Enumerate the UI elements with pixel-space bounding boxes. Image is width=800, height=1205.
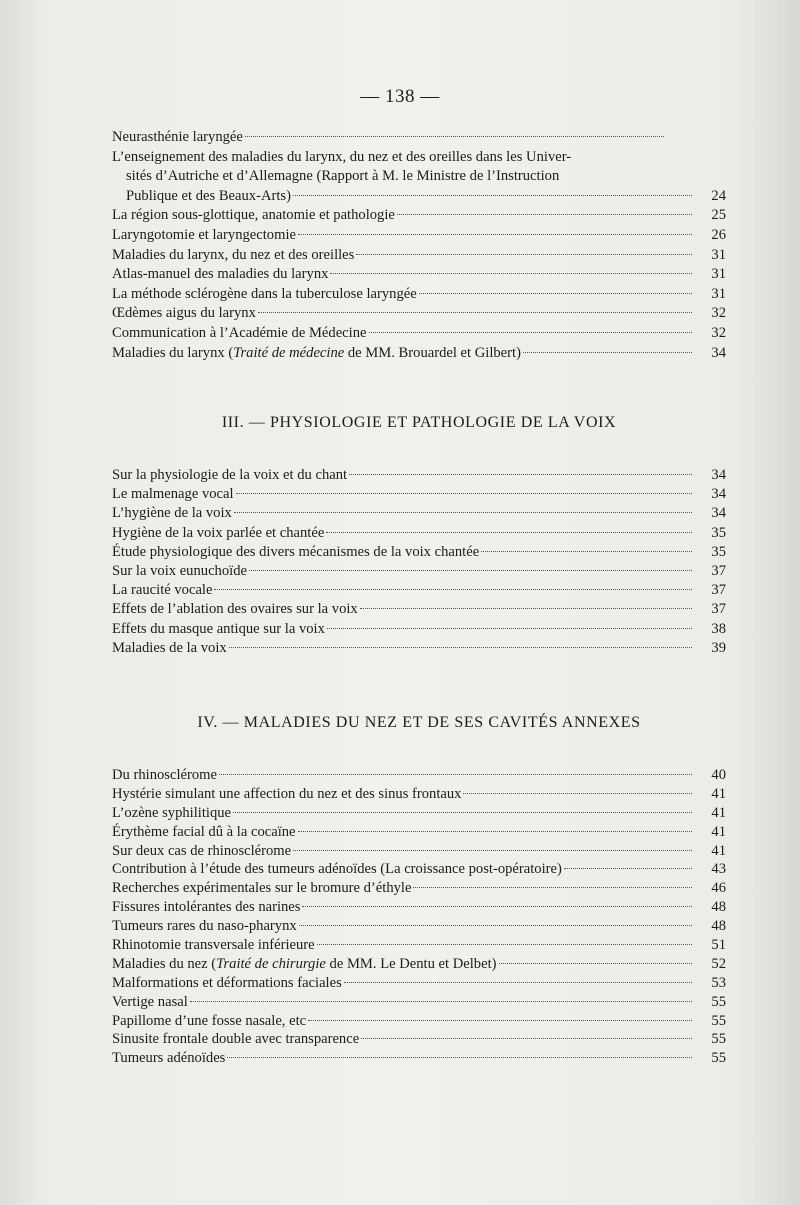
entry-page: 48 (711, 918, 726, 935)
entry-title: Malformations et déformations faciales (112, 974, 342, 991)
entry-page: 41 (711, 804, 726, 821)
entry-title: Maladies du larynx (Traité de médecine de MM. Brouardel et Gilbert) (112, 344, 521, 361)
entry-title: Effets du masque antique sur la voix (112, 620, 325, 637)
toc-entry (112, 823, 726, 842)
section-3-heading: III. — PHYSIOLOGIE ET PATHOLOGIE DE LA VOIX (221, 414, 617, 431)
entry-page: 39 (711, 639, 726, 656)
entry-page: 35 (711, 543, 726, 560)
entry-page: 41 (711, 842, 726, 859)
dot-leader (299, 924, 692, 926)
toc-entry (112, 766, 726, 785)
toc-entry (112, 206, 726, 226)
entry-page: 34 (711, 486, 726, 503)
dot-leader (298, 233, 692, 235)
dot-leader (397, 213, 692, 215)
entry-title: Du rhinosclérome (112, 767, 217, 783)
dot-leader (229, 646, 692, 648)
entry-page: 38 (711, 620, 726, 637)
entry-page: 37 (711, 562, 726, 579)
dot-leader (327, 627, 692, 629)
toc-entry (112, 543, 726, 562)
toc-entry (112, 226, 726, 246)
entry-title: Maladies du larynx, du nez et des oreilles (112, 246, 355, 263)
toc-entry (112, 785, 726, 804)
entry-page: 40 (711, 767, 726, 783)
dot-leader (564, 867, 692, 869)
toc-entry (112, 898, 726, 917)
entry-title: Papillome d’une fosse nasale, etc (112, 1012, 307, 1029)
entry-title-italic: Traité de chirurgie (216, 955, 326, 972)
dot-leader (369, 331, 693, 333)
toc-entry (112, 285, 726, 305)
dot-leader (234, 511, 692, 513)
entry-title-line-3: Publique et des Beaux-Arts) (126, 187, 291, 204)
entry-title: Œdèmes aigus du larynx (112, 305, 256, 322)
entry-page: 34 (711, 467, 726, 483)
page-number: — 138 — (360, 86, 440, 107)
entry-title: Étude physiologique des divers mécanismes de la voix chantée (112, 543, 480, 560)
dot-leader (326, 531, 692, 533)
dot-leader (258, 311, 692, 313)
entry-title: Hystérie simulant une affection du nez et des sinus frontaux (112, 785, 462, 802)
toc-entry (112, 804, 726, 823)
entry-title: Effets de l’ablation des ovaires sur la voix (112, 601, 358, 618)
entry-page: 31 (711, 246, 726, 263)
entry-page: 26 (711, 226, 726, 243)
entry-title: Maladies de la voix (112, 639, 227, 656)
toc-entry (112, 917, 726, 936)
entry-title: La région sous-glottique, anatomie et pathologie (112, 207, 395, 224)
entry-title: Maladies du nez (Traité de chirurgie de MM. Le Dentu et Delbet) (112, 955, 497, 972)
dot-leader (419, 292, 692, 294)
dot-leader (293, 849, 692, 851)
entry-page: 55 (711, 1031, 726, 1048)
dot-leader (214, 588, 692, 590)
dot-leader (360, 607, 692, 609)
entry-page: 24 (711, 187, 726, 204)
dot-leader (298, 830, 692, 832)
entry-title: Sur la physiologie de la voix et du chant (112, 467, 348, 483)
dot-leader (361, 1037, 692, 1039)
dot-leader (463, 792, 692, 794)
toc-entry (112, 860, 726, 879)
dot-leader (317, 943, 692, 945)
entry-page: 31 (711, 285, 726, 302)
toc-entry (112, 993, 726, 1012)
entry-title: Vertige nasal (112, 993, 188, 1010)
entry-title: Érythème facial dû à la cocaïne (112, 823, 296, 840)
toc-entry (112, 1012, 726, 1031)
entry-page: 37 (711, 601, 726, 618)
entry-title: Communication à l’Académie de Médecine (112, 324, 367, 341)
dot-leader (330, 272, 692, 274)
section-4-heading: IV. — MALADIES DU NEZ ET DE SES CAVITÉS ANNEXES (197, 714, 641, 731)
toc-entry (112, 620, 726, 639)
toc-entry (112, 524, 726, 543)
entry-title: Hygiène de la voix parlée et chantée (112, 524, 325, 541)
toc-entry (112, 344, 726, 364)
entry-title: Sur la voix eunuchoïde (112, 562, 247, 579)
entry-page: 32 (711, 305, 726, 322)
dot-leader (190, 1000, 692, 1002)
toc-entry (112, 485, 726, 504)
entry-title: Sur deux cas de rhinosclérome (112, 842, 292, 859)
entry-page: 32 (711, 324, 726, 341)
entry-page: 55 (711, 1050, 726, 1067)
toc-entry (112, 581, 726, 600)
toc-entry (112, 600, 726, 619)
dot-leader (308, 1019, 692, 1021)
section-3-list (112, 466, 726, 658)
dot-leader (413, 886, 692, 888)
entry-page: 48 (711, 899, 726, 916)
section-2-list (112, 128, 726, 363)
toc-entry (112, 304, 726, 324)
entry-page: 53 (711, 974, 726, 991)
entry-title: Atlas-manuel des maladies du larynx (112, 266, 329, 283)
entry-title: Le malmenage vocal (112, 486, 234, 503)
dot-leader (233, 811, 692, 813)
toc-entry (112, 974, 726, 993)
toc-entry (112, 639, 726, 658)
entry-page: 31 (711, 266, 726, 283)
dot-leader (302, 905, 692, 907)
dot-leader (227, 1056, 692, 1058)
toc-entry (112, 842, 726, 861)
dot-leader (499, 962, 693, 964)
entry-title: Laryngotomie et laryngectomie (112, 226, 296, 243)
entry-title: La méthode sclérogène dans la tuberculose laryngée (112, 285, 417, 302)
entry-page: 34 (711, 344, 726, 361)
entry-title: Rhinotomie transversale inférieure (112, 937, 315, 954)
toc-entry (112, 466, 726, 485)
toc-entry (112, 955, 726, 974)
entry-page: 35 (711, 524, 726, 541)
entry-title: L’ozène syphilitique (112, 804, 232, 821)
entry-title: Tumeurs adénoïdes (112, 1050, 226, 1067)
entry-page: 55 (711, 1012, 726, 1029)
toc-entry (112, 1049, 726, 1068)
toc-entry (112, 246, 726, 266)
entry-title-italic: Traité de médecine (233, 344, 345, 361)
entry-title: L’hygiène de la voix (112, 505, 232, 522)
entry-page: 51 (711, 937, 726, 954)
dot-leader (523, 351, 692, 353)
entry-title: Contribution à l’étude des tumeurs adénoïdes (La croissance post-opératoire) (112, 861, 562, 878)
toc-entry (112, 562, 726, 581)
entry-title-line-1: L’enseignement des maladies du larynx, du nez et des oreilles dans les Univer- (112, 148, 572, 165)
dot-leader (249, 569, 692, 571)
entry-title-line-2: sités d’Autriche et d’Allemagne (Rapport à M. le Ministre de l’Instruction (126, 168, 560, 185)
entry-page: 46 (711, 880, 726, 897)
toc-entry (112, 879, 726, 898)
entry-title: Tumeurs rares du naso-pharynx (112, 918, 297, 935)
dot-leader (356, 253, 692, 255)
dot-leader (344, 981, 692, 983)
entry-title: La raucité vocale (112, 582, 213, 599)
dot-leader (481, 550, 692, 552)
entry-page: 34 (711, 505, 726, 522)
dot-leader (293, 194, 692, 196)
toc-entry (112, 1030, 726, 1049)
dot-leader (349, 473, 692, 475)
dot-leader (219, 773, 692, 775)
dot-leader (245, 135, 664, 137)
entry-page: 52 (711, 955, 726, 972)
toc-entry (112, 936, 726, 955)
entry-page: 43 (711, 861, 726, 878)
toc-entry (112, 504, 726, 523)
toc-entry (112, 265, 726, 285)
section-4-list (112, 766, 726, 1068)
entry-title: Recherches expérimentales sur le bromure d’éthyle (112, 880, 412, 897)
entry-title: Neurasthénie laryngée (112, 129, 243, 145)
entry-page: 55 (711, 993, 726, 1010)
entry-page: 41 (711, 785, 726, 802)
entry-page: 37 (711, 582, 726, 599)
entry-title: Fissures intolérantes des narines (112, 899, 301, 916)
toc-entry (112, 324, 726, 344)
entry-title: Sinusite frontale double avec transparence (112, 1031, 360, 1048)
toc-entry-multiline (112, 148, 726, 207)
entry-page: 41 (711, 823, 726, 840)
entry-page: 25 (711, 207, 726, 224)
toc-entry (112, 128, 726, 148)
dot-leader (236, 492, 692, 494)
